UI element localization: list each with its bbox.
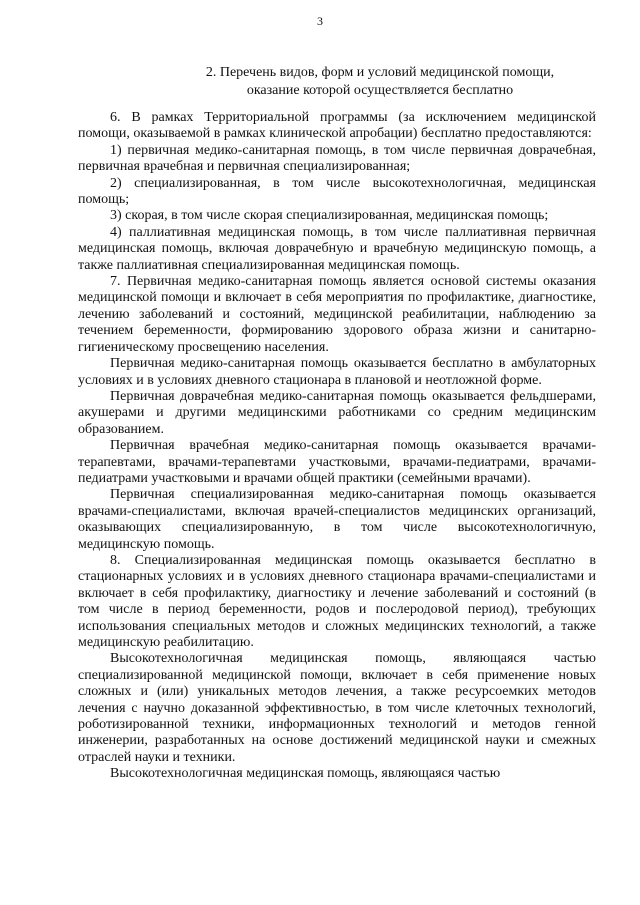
list-item-emergency-care: 3) скорая, в том числе скорая специализированная, медицинская помощь; bbox=[110, 208, 549, 224]
paragraph-primary-care-free: Первичная медико-санитарная помощь оказывается бесплатно в амбулаторных условиях и в условиях дневного стационара в плановой и неотложной форме. bbox=[78, 356, 596, 388]
page-number: 3 bbox=[317, 14, 323, 28]
section-title-line-2: оказание которой осуществляется бесплатно bbox=[246, 82, 514, 98]
paragraph-8: 8. Специализированная медицинская помощь оказывается бесплатно в стационарных условиях и в условиях дневного стационара врачами-специалистами и включает в себя профилактику, диагностику и лечение заболеваний и состояний (в том числе в период беременности, родов и послеродовой период), требующих использования специальных методов и сложных медицинских технологий, а также медицинскую реабилитацию. bbox=[78, 552, 596, 650]
list-item-specialized-care: 2) специализированная, в том числе высокотехнологичная, медицинская помощь; bbox=[78, 175, 596, 208]
paragraph-specialized-primary-care: Первичная специализированная медико-санитарная помощь оказывается врачами-специалистами, включая врачей-специалистов медицинских организаций, оказывающих специализированную, в том числе высокотехнологичную, медицинскую помощь. bbox=[78, 487, 596, 552]
list-item-palliative-care: 4) паллиативная медицинская помощь, в том числе паллиативная первичная медицинская помощь, включая доврачебную и врачебную медицинскую помощь, а также паллиативная специализированная медицинская помощь. bbox=[78, 224, 596, 273]
document-body bbox=[78, 110, 596, 783]
list-item-primary-care: 1) первичная медико-санитарная помощь, в том числе первичная доврачебная, первичная врачебная и первичная специализированная; bbox=[78, 142, 596, 175]
paragraph-7: 7. Первичная медико-санитарная помощь является основой системы оказания медицинской помощи и включает в себя мероприятия по профилактике, диагностике, лечению заболеваний и состояний, медицинской реабилитации, наблюдению за течением беременности, формированию здорового образа жизни и санитарно-гигиеническому просвещению населения. bbox=[78, 274, 596, 355]
paragraph-high-tech-care-continued: Высокотехнологичная медицинская помощь, являющаяся частью bbox=[110, 766, 501, 782]
paragraph-6-intro: 6. В рамках Территориальной программы (за исключением медицинской помощи, оказываемой в рамках клинической апробации) бесплатно предоставляются: bbox=[78, 110, 596, 142]
section-title-line-1: 2. Перечень видов, форм и условий медицинской помощи, bbox=[205, 65, 555, 80]
section-title bbox=[60, 64, 640, 99]
paragraph-pre-doctor-care: Первичная доврачебная медико-санитарная помощь оказывается фельдшерами, акушерами и другими медицинскими работниками со средним медицинским образованием. bbox=[78, 388, 596, 437]
paragraph-doctor-care: Первичная врачебная медико-санитарная помощь оказывается врачами-терапевтами, врачами-терапевтами участковыми, врачами-педиатрами, врачами-педиатрами участковыми и врачами общей практики (семейными врачами). bbox=[78, 438, 596, 486]
paragraph-high-tech-care: Высокотехнологичная медицинская помощь, являющаяся частью специализированной медицинской помощи, включает в себя применение новых сложных и (или) уникальных методов лечения, а также ресурсоемких методов лечения с научно доказанной эффективностью, в том числе клеточных технологий, роботизированной техники, информационных технологий и методов генной инженерии, разработанных на основе достижений медицинской науки и смежных отраслей науки и техники. bbox=[78, 651, 596, 765]
